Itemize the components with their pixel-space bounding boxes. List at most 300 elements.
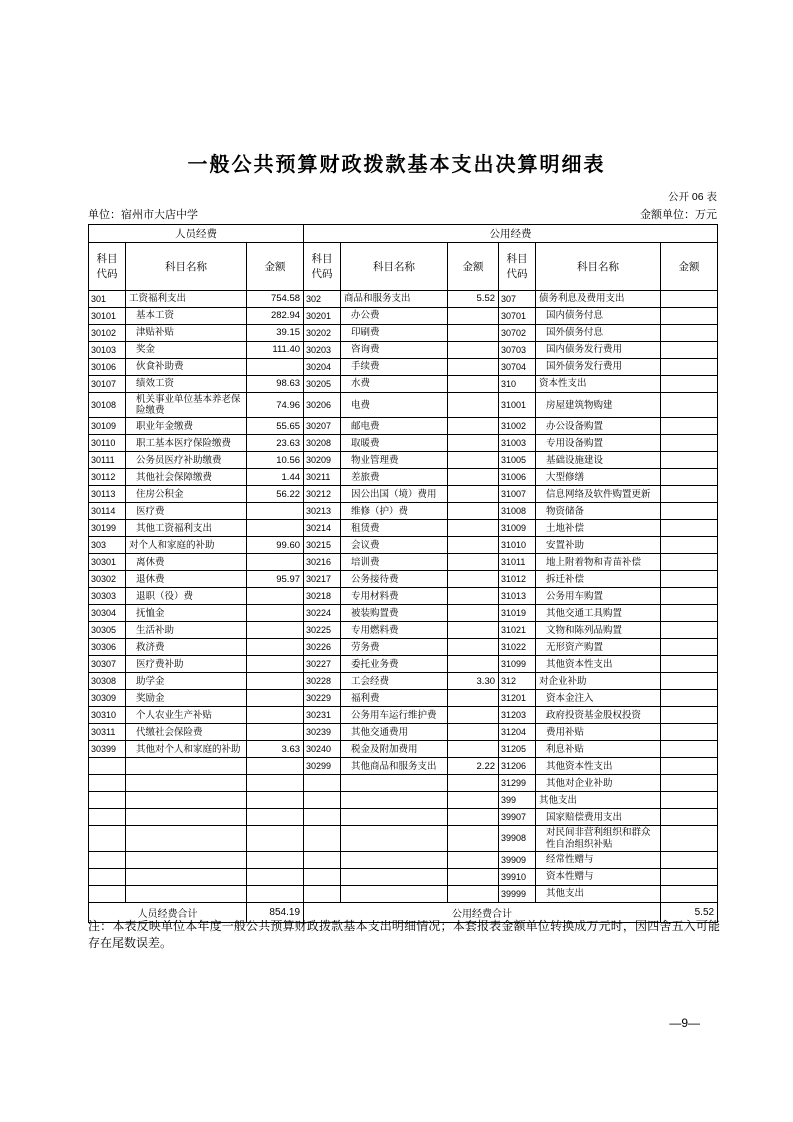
amount-cell (661, 503, 718, 520)
amount-cell (448, 571, 499, 588)
amount-cell (247, 792, 304, 809)
subject-name-cell: 大型修缮 (536, 469, 661, 486)
subject-name-cell: 福利费 (341, 690, 448, 707)
amount-cell (448, 868, 499, 885)
amount-cell (661, 775, 718, 792)
subject-code-cell: 30111 (89, 452, 126, 469)
amount-cell (448, 537, 499, 554)
amount-cell (661, 554, 718, 571)
amount-cell (448, 554, 499, 571)
amount-cell (661, 359, 718, 376)
subject-code-cell: 31299 (499, 775, 536, 792)
amount-cell (247, 622, 304, 639)
subject-name-cell: 津贴补贴 (126, 325, 247, 342)
subject-name-cell: 离休费 (126, 554, 247, 571)
amount-cell: 2.22 (448, 758, 499, 775)
subject-name-cell: 个人农业生产补贴 (126, 707, 247, 724)
subject-code-cell: 30305 (89, 622, 126, 639)
group-header-row (89, 225, 718, 243)
subject-code-cell: 30704 (499, 359, 536, 376)
amount-cell (661, 868, 718, 885)
subject-code-cell: 30311 (89, 724, 126, 741)
subject-name-cell: 商品和服务支出 (341, 291, 448, 308)
amount-unit-label: 金额单位：万元 (640, 209, 717, 221)
table-row (89, 376, 718, 393)
subject-name-cell: 工资福利支出 (126, 291, 247, 308)
subject-name-cell: 职工基本医疗保险缴费 (126, 435, 247, 452)
subject-code-cell: 31012 (499, 571, 536, 588)
page-number: —9— (669, 1016, 700, 1030)
amount-cell (448, 588, 499, 605)
subject-code-cell: 399 (499, 792, 536, 809)
subject-code-cell: 30701 (499, 308, 536, 325)
subject-code-cell (304, 809, 341, 826)
subject-code-cell: 30101 (89, 308, 126, 325)
table-row (89, 775, 718, 792)
subject-code-cell: 31201 (499, 690, 536, 707)
subject-code-cell: 30218 (304, 588, 341, 605)
subject-code-cell: 30214 (304, 520, 341, 537)
amount-cell (448, 342, 499, 359)
subject-name-cell: 利息补贴 (536, 741, 661, 758)
amount-cell: 3.30 (448, 673, 499, 690)
amount-cell: 5.52 (448, 291, 499, 308)
subject-name-cell: 物资储备 (536, 503, 661, 520)
amount-cell (448, 393, 499, 418)
subject-name-cell: 税金及附加费用 (341, 741, 448, 758)
subject-code-cell: 30240 (304, 741, 341, 758)
subject-name-cell (341, 851, 448, 868)
subject-name-cell: 拆迁补偿 (536, 571, 661, 588)
subject-name-cell: 国内债务付息 (536, 308, 661, 325)
subject-code-cell: 31022 (499, 639, 536, 656)
subject-code-cell: 30309 (89, 690, 126, 707)
subject-name-cell: 伙食补助费 (126, 359, 247, 376)
amount-cell (661, 588, 718, 605)
subject-code-cell: 30108 (89, 393, 126, 418)
subject-code-cell: 31011 (499, 554, 536, 571)
amount-cell (661, 809, 718, 826)
amount-cell (247, 359, 304, 376)
table-row (89, 588, 718, 605)
subject-code-cell: 31006 (499, 469, 536, 486)
table-row (89, 520, 718, 537)
subject-name-cell: 退职（役）费 (126, 588, 247, 605)
amount-cell (247, 885, 304, 902)
amount-cell (661, 724, 718, 741)
subject-name-cell: 其他交通工具购置 (536, 605, 661, 622)
amount-cell (448, 656, 499, 673)
amount-cell (247, 656, 304, 673)
subject-name-cell: 绩效工资 (126, 376, 247, 393)
amount-cell (448, 503, 499, 520)
subject-code-cell: 31010 (499, 537, 536, 554)
subject-code-cell (89, 775, 126, 792)
subject-name-cell: 对个人和家庭的补助 (126, 537, 247, 554)
amount-cell (448, 885, 499, 902)
amount-cell (661, 325, 718, 342)
subject-code-cell: 30201 (304, 308, 341, 325)
subject-code-cell: 30199 (89, 520, 126, 537)
subject-name-cell: 印刷费 (341, 325, 448, 342)
subject-name-cell: 电费 (341, 393, 448, 418)
subject-name-cell: 租赁费 (341, 520, 448, 537)
subject-name-cell: 维修（护）费 (341, 503, 448, 520)
subject-code-cell: 39907 (499, 809, 536, 826)
subject-code-cell: 30301 (89, 554, 126, 571)
col-header-name-2: 科目名称 (341, 243, 448, 291)
subject-name-cell: 对企业补助 (536, 673, 661, 690)
subject-code-cell: 30114 (89, 503, 126, 520)
table-row (89, 308, 718, 325)
table-row (89, 418, 718, 435)
subject-code-cell: 39910 (499, 868, 536, 885)
subject-code-cell: 30307 (89, 656, 126, 673)
amount-cell (448, 520, 499, 537)
subject-code-cell: 30206 (304, 393, 341, 418)
group-header-personnel: 人员经费 (89, 225, 304, 243)
subject-name-cell (341, 775, 448, 792)
amount-cell (448, 826, 499, 851)
amount-cell (661, 758, 718, 775)
subject-name-cell: 其他对个人和家庭的补助 (126, 741, 247, 758)
subject-code-cell (89, 758, 126, 775)
subject-name-cell: 无形资产购置 (536, 639, 661, 656)
subject-name-cell: 住房公积金 (126, 486, 247, 503)
subject-name-cell (126, 792, 247, 809)
form-number: 公开 06 表 (667, 191, 717, 203)
amount-cell: 56.22 (247, 486, 304, 503)
subject-code-cell: 30202 (304, 325, 341, 342)
subject-code-cell: 30226 (304, 639, 341, 656)
amount-cell (661, 393, 718, 418)
subject-name-cell: 政府投资基金股权投资 (536, 707, 661, 724)
amount-cell (448, 792, 499, 809)
subject-name-cell (126, 885, 247, 902)
subject-code-cell: 30204 (304, 359, 341, 376)
subject-name-cell: 地上附着物和青苗补偿 (536, 554, 661, 571)
subject-name-cell: 劳务费 (341, 639, 448, 656)
subject-name-cell: 手续费 (341, 359, 448, 376)
amount-cell (247, 851, 304, 868)
subject-code-cell: 30224 (304, 605, 341, 622)
unit-label: 单位：宿州市大店中学 (88, 209, 198, 221)
col-header-code-3 (499, 243, 536, 291)
subject-code-cell: 31003 (499, 435, 536, 452)
amount-cell (247, 707, 304, 724)
amount-cell (247, 826, 304, 851)
amount-cell: 10.56 (247, 452, 304, 469)
subject-name-cell: 其他对企业补助 (536, 775, 661, 792)
subject-code-cell (304, 826, 341, 851)
subject-name-cell: 水费 (341, 376, 448, 393)
subject-code-cell (304, 851, 341, 868)
subject-name-cell (126, 758, 247, 775)
subject-code-cell: 30299 (304, 758, 341, 775)
amount-cell (661, 418, 718, 435)
subject-name-cell: 退休费 (126, 571, 247, 588)
subject-name-cell: 助学金 (126, 673, 247, 690)
amount-cell (448, 435, 499, 452)
table-row (89, 393, 718, 418)
subject-code-cell: 307 (499, 291, 536, 308)
personnel-total-label: 人员经费合计 (89, 902, 247, 922)
amount-cell (448, 325, 499, 342)
table-row (89, 868, 718, 885)
amount-cell (247, 775, 304, 792)
subject-code-cell: 39999 (499, 885, 536, 902)
amount-cell (448, 376, 499, 393)
subject-name-cell (126, 809, 247, 826)
public-total-label: 公用经费合计 (304, 902, 661, 922)
subject-name-cell: 其他支出 (536, 792, 661, 809)
amount-cell: 55.65 (247, 418, 304, 435)
subject-code-cell (89, 885, 126, 902)
amount-cell: 95.97 (247, 571, 304, 588)
table-note: 注：本表反映单位本年度一般公共预算财政拨款基本支出明细情况；本套报表金额单位转换成万元时，因四舍五入可能存在尾数误差。 (88, 919, 720, 951)
subject-name-cell: 公务用车运行维护费 (341, 707, 448, 724)
subject-code-cell (304, 792, 341, 809)
subject-name-cell: 物业管理费 (341, 452, 448, 469)
amount-cell (448, 809, 499, 826)
subject-code-cell: 30304 (89, 605, 126, 622)
amount-cell (448, 469, 499, 486)
subject-name-cell: 办公费 (341, 308, 448, 325)
table-row (89, 537, 718, 554)
subject-name-cell: 安置补助 (536, 537, 661, 554)
subject-name-cell: 医疗费 (126, 503, 247, 520)
amount-cell (661, 885, 718, 902)
subject-code-cell: 30110 (89, 435, 126, 452)
amount-cell: 99.60 (247, 537, 304, 554)
subject-code-cell: 30113 (89, 486, 126, 503)
table-row (89, 639, 718, 656)
amount-cell (661, 639, 718, 656)
subject-code-cell: 30215 (304, 537, 341, 554)
subject-name-cell (341, 809, 448, 826)
subject-name-cell: 专用设备购置 (536, 435, 661, 452)
subject-name-cell: 其他资本性支出 (536, 656, 661, 673)
amount-cell (448, 308, 499, 325)
subject-name-cell: 费用补贴 (536, 724, 661, 741)
subject-name-cell (341, 826, 448, 851)
table-row (89, 792, 718, 809)
subject-name-cell: 救济费 (126, 639, 247, 656)
subject-code-cell: 31021 (499, 622, 536, 639)
table-row (89, 707, 718, 724)
subject-code-cell: 310 (499, 376, 536, 393)
subject-code-cell: 39909 (499, 851, 536, 868)
amount-cell (661, 452, 718, 469)
subject-name-cell: 代缴社会保险费 (126, 724, 247, 741)
amount-cell (661, 826, 718, 851)
col-header-name-1: 科目名称 (126, 243, 247, 291)
page-title: 一般公共预算财政拨款基本支出决算明细表 (187, 154, 606, 176)
subject-code-cell (304, 868, 341, 885)
subject-code-cell: 31008 (499, 503, 536, 520)
subject-code-cell: 30225 (304, 622, 341, 639)
col-header-code-2 (304, 243, 341, 291)
col-header-code-2-label: 科目代码 (311, 253, 333, 280)
subject-name-cell: 债务利息及费用支出 (536, 291, 661, 308)
subject-code-cell: 301 (89, 291, 126, 308)
subject-code-cell: 303 (89, 537, 126, 554)
table-row (89, 469, 718, 486)
amount-cell (661, 435, 718, 452)
subject-code-cell: 30702 (499, 325, 536, 342)
subject-name-cell: 职业年金缴费 (126, 418, 247, 435)
subject-name-cell: 国外债务付息 (536, 325, 661, 342)
amount-cell (247, 605, 304, 622)
table-row (89, 435, 718, 452)
subject-code-cell: 30205 (304, 376, 341, 393)
table-row (89, 724, 718, 741)
subject-name-cell: 医疗费补助 (126, 656, 247, 673)
subject-name-cell: 专用材料费 (341, 588, 448, 605)
amount-cell (448, 486, 499, 503)
amount-cell (448, 851, 499, 868)
subject-name-cell: 专用燃料费 (341, 622, 448, 639)
subject-code-cell: 39908 (499, 826, 536, 851)
subject-name-cell: 房屋建筑物购建 (536, 393, 661, 418)
subject-code-cell: 31005 (499, 452, 536, 469)
subject-name-cell: 差旅费 (341, 469, 448, 486)
table-header (89, 225, 718, 291)
subject-name-cell: 因公出国（境）费用 (341, 486, 448, 503)
subject-name-cell: 对民间非营利组织和群众性自治组织补贴 (536, 826, 661, 851)
subject-name-cell: 资本性赠与 (536, 868, 661, 885)
amount-cell (661, 851, 718, 868)
subject-name-cell: 公务用车购置 (536, 588, 661, 605)
amount-cell (661, 741, 718, 758)
subject-name-cell: 邮电费 (341, 418, 448, 435)
subject-name-cell: 其他交通费用 (341, 724, 448, 741)
subject-name-cell (341, 885, 448, 902)
amount-cell (661, 376, 718, 393)
subject-name-cell: 其他商品和服务支出 (341, 758, 448, 775)
amount-cell (247, 690, 304, 707)
amount-cell: 1.44 (247, 469, 304, 486)
subject-code-cell: 30303 (89, 588, 126, 605)
subject-code-cell: 31099 (499, 656, 536, 673)
amount-cell: 23.63 (247, 435, 304, 452)
subject-name-cell: 经常性赠与 (536, 851, 661, 868)
subject-code-cell: 30239 (304, 724, 341, 741)
amount-cell (247, 520, 304, 537)
amount-cell (661, 622, 718, 639)
amount-cell (247, 809, 304, 826)
subject-code-cell: 31204 (499, 724, 536, 741)
subject-name-cell: 机关事业单位基本养老保险缴费 (126, 393, 247, 418)
table-row (89, 359, 718, 376)
amount-cell (661, 537, 718, 554)
table-row (89, 605, 718, 622)
subject-name-cell (126, 851, 247, 868)
subject-name-cell: 奖励金 (126, 690, 247, 707)
subject-code-cell: 31203 (499, 707, 536, 724)
meta-row (88, 206, 717, 222)
table-row (89, 673, 718, 690)
subject-name-cell (341, 868, 448, 885)
subject-code-cell: 302 (304, 291, 341, 308)
amount-cell: 74.96 (247, 393, 304, 418)
subject-code-cell: 30302 (89, 571, 126, 588)
amount-cell (448, 741, 499, 758)
col-header-code-1 (89, 243, 126, 291)
subject-code-cell: 30106 (89, 359, 126, 376)
subject-name-cell: 土地补偿 (536, 520, 661, 537)
subject-code-cell: 30703 (499, 342, 536, 359)
public-total-amount: 5.52 (661, 902, 718, 922)
amount-cell (661, 656, 718, 673)
amount-cell (661, 486, 718, 503)
subject-name-cell: 委托业务费 (341, 656, 448, 673)
amount-cell (247, 673, 304, 690)
subject-name-cell: 办公设备购置 (536, 418, 661, 435)
table-row (89, 554, 718, 571)
amount-cell (247, 503, 304, 520)
table-row (89, 342, 718, 359)
subject-code-cell: 30229 (304, 690, 341, 707)
subject-code-cell: 31007 (499, 486, 536, 503)
amount-cell (661, 469, 718, 486)
subject-code-cell (89, 851, 126, 868)
subject-code-cell: 30112 (89, 469, 126, 486)
table-row (89, 503, 718, 520)
subject-name-cell: 公务员医疗补助缴费 (126, 452, 247, 469)
subject-name-cell: 取暖费 (341, 435, 448, 452)
subject-code-cell: 30216 (304, 554, 341, 571)
column-header-row (89, 243, 718, 291)
subject-code-cell: 312 (499, 673, 536, 690)
subject-name-cell: 工会经费 (341, 673, 448, 690)
subject-code-cell: 31019 (499, 605, 536, 622)
amount-cell (661, 673, 718, 690)
table-row (89, 486, 718, 503)
table-row (89, 809, 718, 826)
subject-code-cell: 31205 (499, 741, 536, 758)
amount-cell (448, 724, 499, 741)
subject-code-cell: 31206 (499, 758, 536, 775)
table-row (89, 622, 718, 639)
amount-cell (247, 554, 304, 571)
amount-cell (661, 792, 718, 809)
amount-cell (661, 308, 718, 325)
table-body (89, 291, 718, 903)
table-row (89, 325, 718, 342)
subject-code-cell (89, 868, 126, 885)
amount-cell (448, 639, 499, 656)
subject-name-cell: 培训费 (341, 554, 448, 571)
subject-name-cell: 基本工资 (126, 308, 247, 325)
amount-cell (448, 622, 499, 639)
subject-name-cell: 抚恤金 (126, 605, 247, 622)
subject-name-cell (126, 868, 247, 885)
subject-code-cell (89, 826, 126, 851)
col-header-amount-1: 金额 (247, 243, 304, 291)
amount-cell (661, 520, 718, 537)
table-row (89, 741, 718, 758)
amount-cell (448, 452, 499, 469)
subject-name-cell: 被装购置费 (341, 605, 448, 622)
amount-cell (247, 588, 304, 605)
subject-code-cell: 30211 (304, 469, 341, 486)
subject-code-cell: 31013 (499, 588, 536, 605)
subject-code-cell (304, 775, 341, 792)
table-row (89, 851, 718, 868)
subject-name-cell: 资本性支出 (536, 376, 661, 393)
amount-cell: 111.40 (247, 342, 304, 359)
